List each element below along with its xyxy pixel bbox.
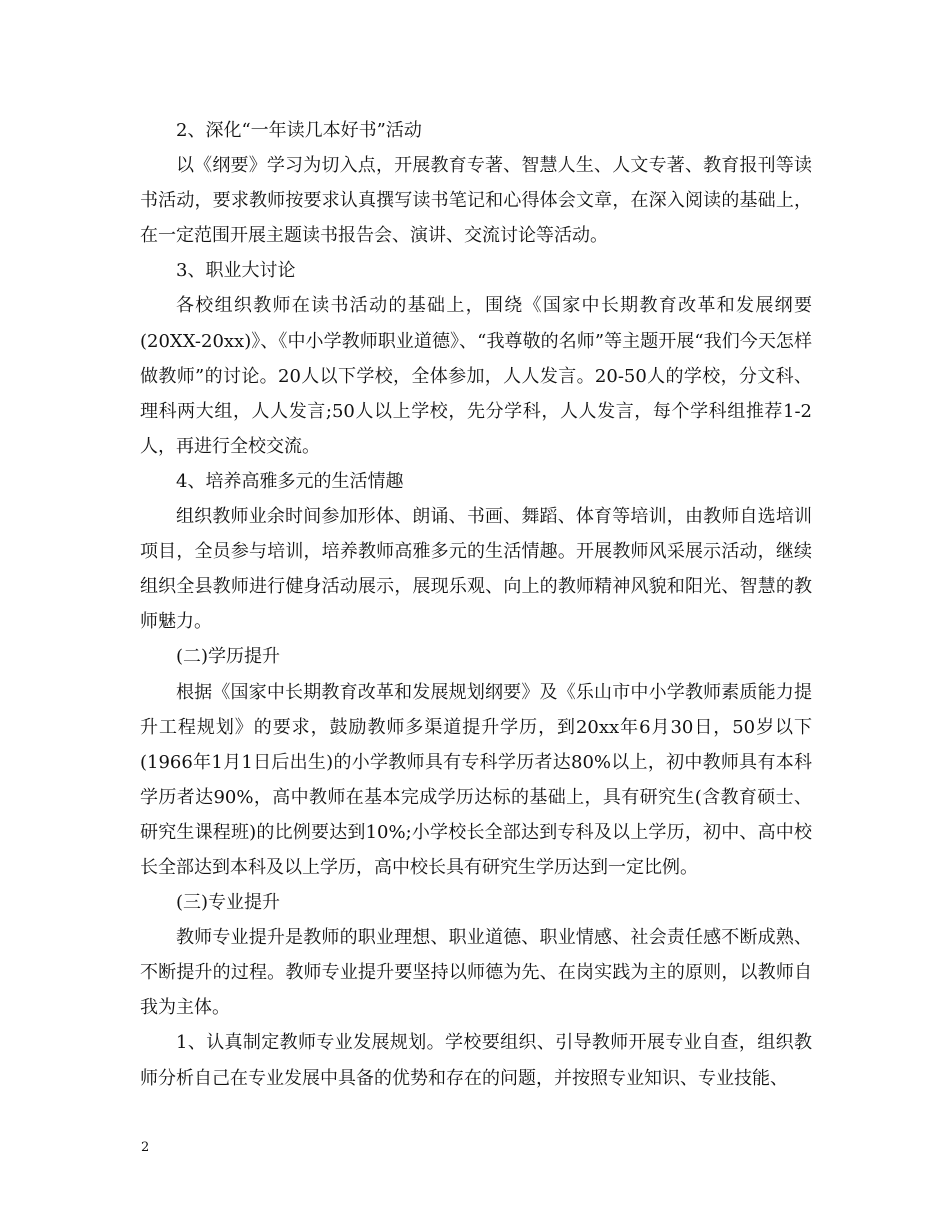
heading-deepen-reading-activity: 2、深化“一年读几本好书”活动 (176, 120, 422, 141)
paragraph-education-upgrade: 根据《国家中长期教育改革和发展规划纲要》及《乐山市中小学教师素质能力提升工程规划》的要求，鼓励教师多渠道提升学历，到20xx年6月30日，50岁以下(1966年1月1日后出生)的小学教师具有专科学历者达80%以上，初中教师具有本科学历者达90%，高中教师在基本完成学历达标的基础上，具有研究生(含教育硕士、研究生课程班)的比例要达到10%;小学校长全部达到专科及以上学历，初中、高中校长全部达到本科及以上学历，高中校长具有研究生学历达到一定比例。 (140, 681, 812, 878)
paragraph-development-plan: 1、认真制定教师专业发展规划。学校要组织、引导教师开展专业自查，组织教师分析自己在专业发展中具备的优势和存在的问题，并按照专业知识、专业技能、 (140, 1032, 812, 1089)
heading-professional-upgrade: (三)专业提升 (176, 892, 281, 914)
heading-cultivate-interests: 4、培养高雅多元的生活情趣 (176, 470, 404, 492)
heading-career-discussion: 3、职业大讨论 (176, 260, 296, 282)
paragraph-career-discussion: 各校组织教师在读书活动的基础上，围绕《国家中长期教育改革和发展纲要(20XX-20xx)》、《中小学教师职业道德》、“我尊敬的名师”等主题开展“我们今天怎样做教师”的讨论。20人以下学校，全体参加，人人发言。20-50人的学校，分文科、理科两大组，人人发言;50人以上学校，先分学科，人人发言，每个学科组推荐1-2人，再进行全校交流。 (140, 295, 812, 457)
paragraph-reading-activity: 以《纲要》学习为切入点，开展教育专著、智慧人生、人文专著、教育报刊等读书活动，要求教师按要求认真撰写读书笔记和心得体会文章，在深入阅读的基础上，在一定范围开展主题读书报告会、演讲、交流讨论等活动。 (140, 155, 812, 247)
document-body (140, 113, 812, 1096)
paragraph-cultivate-interests: 组织教师业余时间参加形体、朗诵、书画、舞蹈、体育等培训，由教师自选培训项目，全员参与培训，培养教师高雅多元的生活情趣。开展教师风采展示活动，继续组织全县教师进行健身活动展示，展现乐观、向上的教师精神风貌和阳光、智慧的教师魅力。 (140, 506, 812, 633)
paragraph-professional-upgrade: 教师专业提升是教师的职业理想、职业道德、职业情感、社会责任感不断成熟、不断提升的过程。教师专业提升要坚持以师德为先、在岗实践为主的原则，以教师自我为主体。 (140, 927, 812, 1019)
heading-education-upgrade: (二)学历提升 (176, 646, 281, 668)
page-number: 2 (141, 1140, 150, 1155)
